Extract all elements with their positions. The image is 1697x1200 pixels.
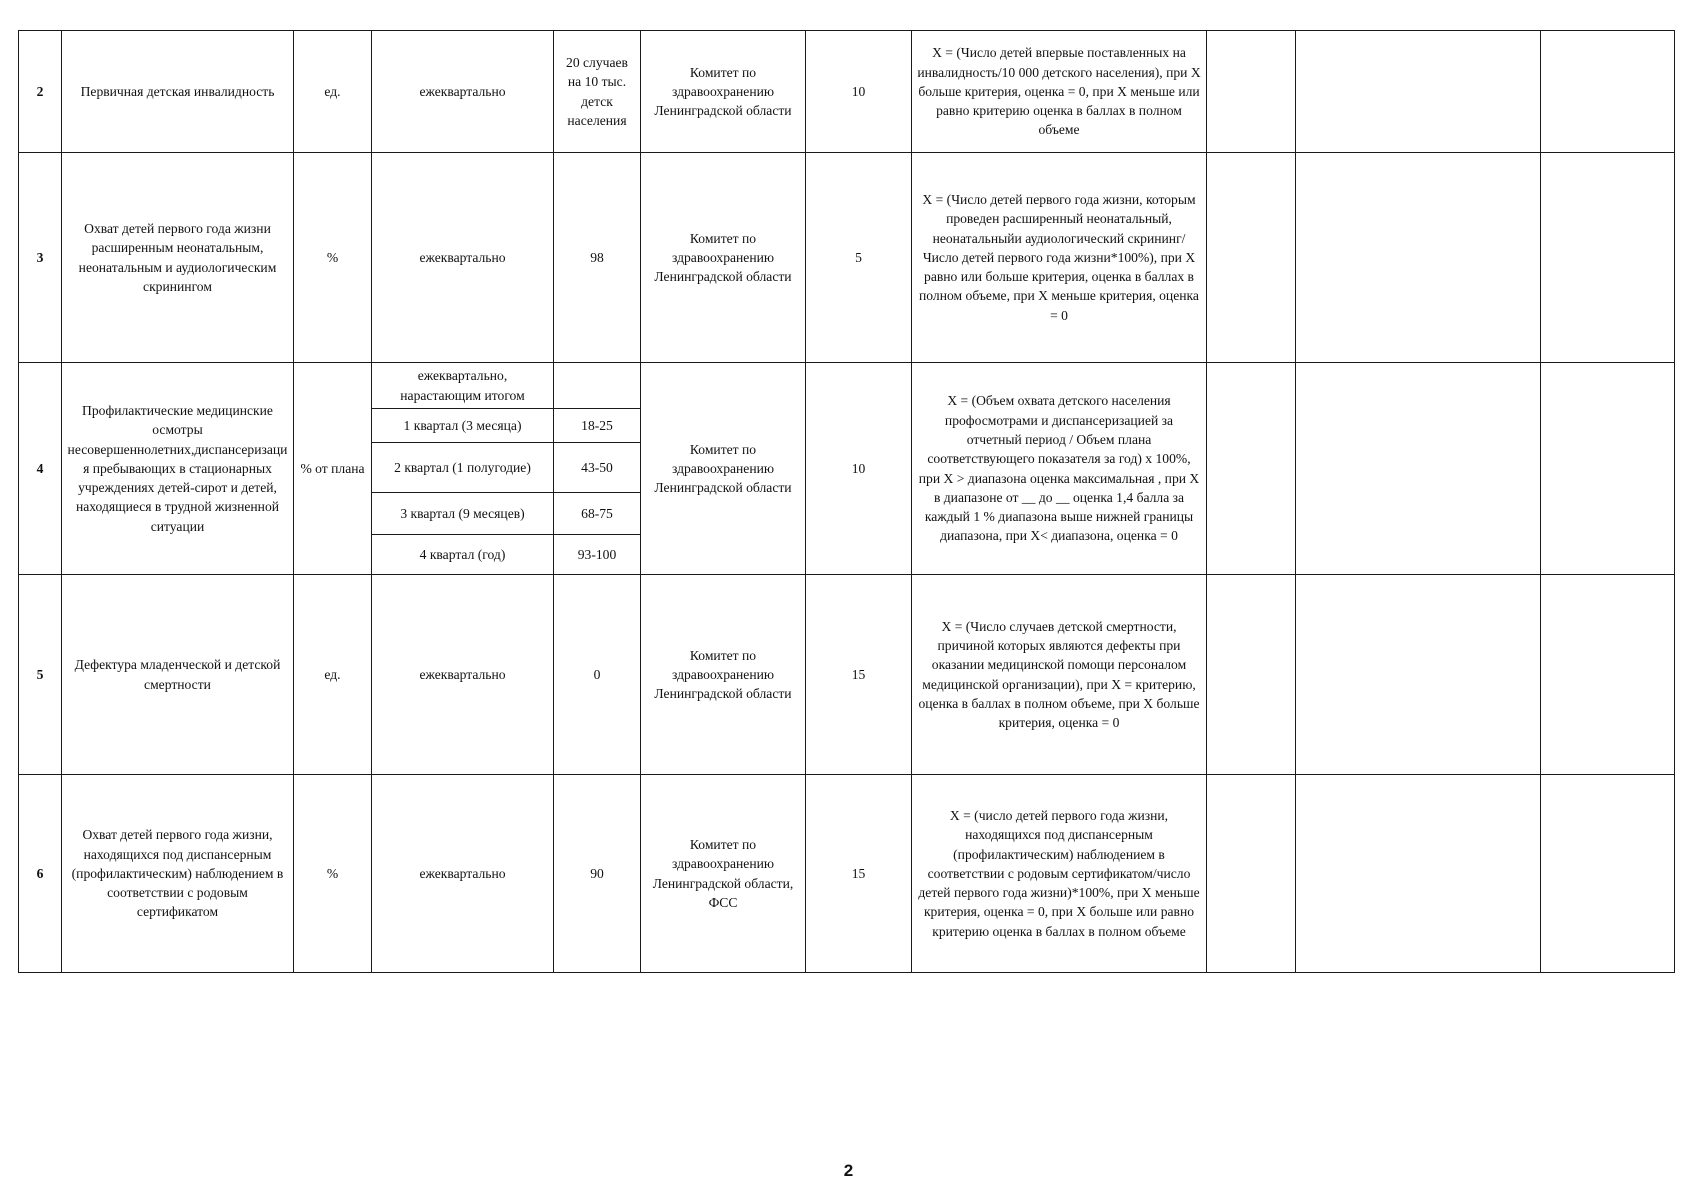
criterion-cell: 0 [554, 575, 641, 775]
period-cell: ежеквартально [372, 153, 554, 363]
table-row [19, 31, 1675, 153]
period-cell: ежеквартально [372, 775, 554, 973]
formula-cell: X = (Число детей первого года жизни, которым проведен расширенный неонатальный, неонатальныйи аудиологический скрининг/Число детей первого года жизни*100%), при X равно или больше критерия, оценка в баллах в полном объеме, при X меньше критерия, оценка = 0 [912, 153, 1207, 363]
row-number: 5 [19, 575, 62, 775]
empty-cell [1207, 31, 1296, 153]
empty-cell [1541, 575, 1675, 775]
criterion-cell: 43-50 [554, 443, 641, 493]
executor-cell: Комитет по здравоохранению Ленинградской области [641, 153, 806, 363]
empty-cell [1296, 775, 1541, 973]
indicator-name: Охват детей первого года жизни, находящихся под диспансерным (профилактическим) наблюдением в соответствии с родовым сертификатом [62, 775, 294, 973]
formula-cell: X = (Объем охвата детского населения профосмотрами и диспансеризацией за отчетный период / Объем плана соответствующего показателя за год) х 100%, при X > диапазона оценка максимальная , при X в диапазоне от __ до __ оценка 1,4 балла за каждый 1 % диапазона выше нижней границы диапазона, при X< диапазона, оценка = 0 [912, 363, 1207, 575]
unit-cell: % от плана [294, 363, 372, 575]
empty-cell [1541, 153, 1675, 363]
empty-cell [1296, 575, 1541, 775]
empty-cell [1207, 153, 1296, 363]
period-cell: 3 квартал (9 месяцев) [372, 493, 554, 535]
indicator-name: Первичная детская инвалидность [62, 31, 294, 153]
period-cell: ежеквартально [372, 31, 554, 153]
empty-cell [1207, 575, 1296, 775]
unit-cell: ед. [294, 31, 372, 153]
empty-cell [1541, 775, 1675, 973]
period-cell: ежеквартально, нарастающим итогом [372, 363, 554, 409]
table-row [19, 775, 1675, 973]
criterion-cell: 90 [554, 775, 641, 973]
points-cell: 10 [806, 31, 912, 153]
criterion-cell: 18-25 [554, 409, 641, 443]
period-cell: 1 квартал (3 месяца) [372, 409, 554, 443]
criterion-cell [554, 363, 641, 409]
indicator-name: Дефектура младенческой и детской смертности [62, 575, 294, 775]
document-sheet [18, 30, 1674, 973]
indicator-name: Охват детей первого года жизни расширенным неонатальным, неонатальным и аудиологическим скринингом [62, 153, 294, 363]
criterion-cell: 20 случаев на 10 тыс. детск населения [554, 31, 641, 153]
formula-cell: X = (число детей первого года жизни, находящихся под диспансерным (профилактическим) наблюдением в соответствии с родовым сертификатом/число детей первого года жизни)*100%, при X меньше критерия, оценка = 0, при X больше или равно критерию оценка в баллах в полном объеме [912, 775, 1207, 973]
page-number: 2 [843, 1161, 854, 1180]
points-cell: 5 [806, 153, 912, 363]
row-number: 4 [19, 363, 62, 575]
row-number: 6 [19, 775, 62, 973]
period-cell: 4 квартал (год) [372, 535, 554, 575]
formula-cell: X = (Число случаев детской смертности, причиной которых являются дефекты при оказании медицинской помощи персоналом медицинской организации), при X = критерию, оценка в баллах в полном объеме, при X больше критерия, оценка = 0 [912, 575, 1207, 775]
executor-cell: Комитет по здравоохранению Ленинградской области [641, 363, 806, 575]
executor-cell: Комитет по здравоохранению Ленинградской области [641, 575, 806, 775]
executor-cell: Комитет по здравоохранению Ленинградской области [641, 31, 806, 153]
empty-cell [1541, 363, 1675, 575]
row-number: 3 [19, 153, 62, 363]
table-row [19, 153, 1675, 363]
empty-cell [1207, 363, 1296, 575]
indicators-table [18, 30, 1675, 973]
points-cell: 15 [806, 775, 912, 973]
executor-cell: Комитет по здравоохранению Ленинградской области, ФСС [641, 775, 806, 973]
criterion-cell: 98 [554, 153, 641, 363]
empty-cell [1541, 31, 1675, 153]
row-number: 2 [19, 31, 62, 153]
criterion-cell: 68-75 [554, 493, 641, 535]
period-cell: 2 квартал (1 полугодие) [372, 443, 554, 493]
table-row [19, 363, 1675, 409]
unit-cell: % [294, 153, 372, 363]
empty-cell [1296, 363, 1541, 575]
indicator-name: Профилактические медицинские осмотры несовершеннолетних,диспансеризаци я пребывающих в стационарных учреждениях детей-сирот и детей, находящиеся в трудной жизненной ситуации [62, 363, 294, 575]
empty-cell [1207, 775, 1296, 973]
points-cell: 10 [806, 363, 912, 575]
unit-cell: % [294, 775, 372, 973]
criterion-cell: 93-100 [554, 535, 641, 575]
empty-cell [1296, 153, 1541, 363]
period-cell: ежеквартально [372, 575, 554, 775]
unit-cell: ед. [294, 575, 372, 775]
empty-cell [1296, 31, 1541, 153]
points-cell: 15 [806, 575, 912, 775]
table-row [19, 575, 1675, 775]
formula-cell: X = (Число детей впервые поставленных на инвалидность/10 000 детского населения), при X больше критерия, оценка = 0, при X меньше или равно критерию оценка в баллах в полном объеме [912, 31, 1207, 153]
